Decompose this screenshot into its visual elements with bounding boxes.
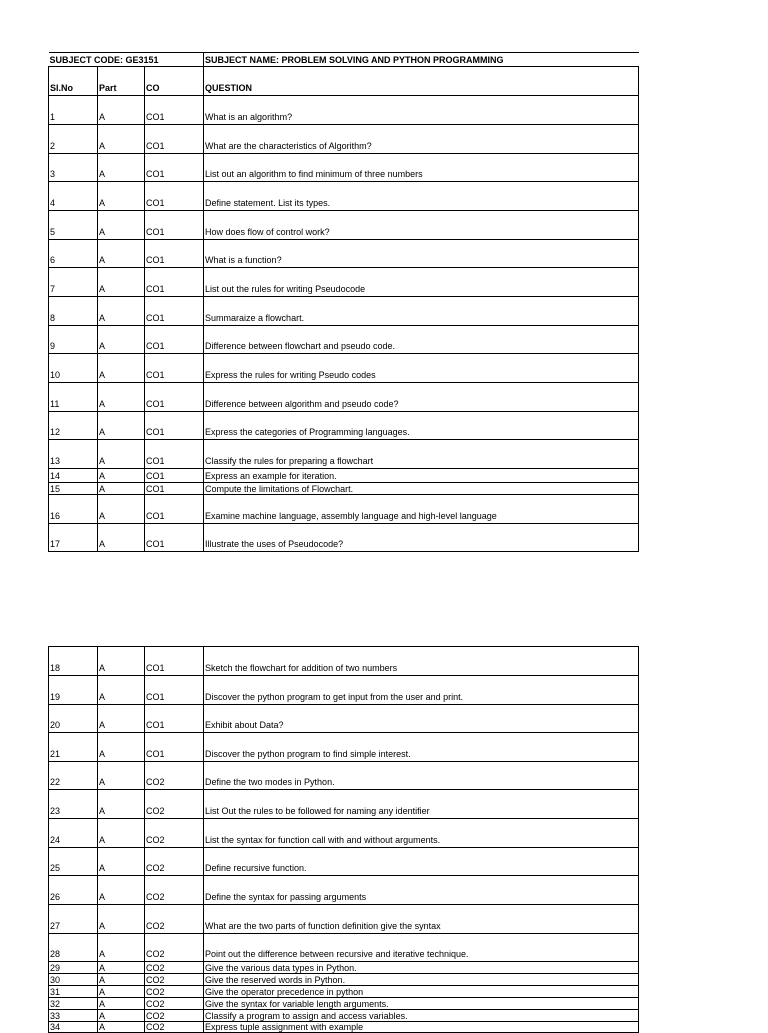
cell-question: Discover the python program to find simple interest.	[204, 733, 639, 762]
cell-question: Define the two modes in Python.	[204, 762, 639, 790]
table-row	[49, 962, 639, 974]
cell-co: CO2	[145, 998, 204, 1010]
table-row	[49, 876, 639, 905]
table-row	[49, 733, 639, 762]
table-row	[49, 469, 639, 483]
cell-co: CO2	[145, 974, 204, 986]
cell-co: CO2	[145, 1010, 204, 1022]
cell-part: A	[98, 268, 145, 297]
cell-part: A	[98, 848, 145, 876]
cell-question: Classify a program to assign and access variables.	[204, 1010, 639, 1022]
cell-question: Discover the python program to get input from the user and print.	[204, 676, 639, 705]
cell-question: Express tuple assignment with example	[204, 1022, 639, 1033]
cell-slno: 31	[49, 986, 98, 998]
cell-slno: 18	[49, 647, 98, 676]
cell-slno: 13	[49, 440, 98, 469]
cell-co: CO2	[145, 848, 204, 876]
cell-question: What is a function?	[204, 240, 639, 268]
cell-question: How does flow of control work?	[204, 211, 639, 240]
cell-part: A	[98, 998, 145, 1010]
cell-co: CO1	[145, 154, 204, 182]
table-row	[49, 154, 639, 182]
cell-question: Sketch the flowchart for addition of two numbers	[204, 647, 639, 676]
cell-part: A	[98, 495, 145, 524]
cell-slno: 7	[49, 268, 98, 297]
cell-co: CO2	[145, 762, 204, 790]
table-row	[49, 705, 639, 733]
cell-question: List the syntax for function call with and without arguments.	[204, 819, 639, 848]
cell-co: CO2	[145, 934, 204, 962]
cell-question: Classify the rules for preparing a flowchart	[204, 440, 639, 469]
cell-part: A	[98, 440, 145, 469]
cell-question: Compute the limitations of Flowchart.	[204, 483, 639, 495]
cell-co: CO1	[145, 524, 204, 552]
table-row	[49, 819, 639, 848]
cell-part: A	[98, 326, 145, 354]
table-row	[49, 125, 639, 154]
table-row	[49, 240, 639, 268]
cell-question: Give the operator precedence in python	[204, 986, 639, 998]
cell-question: List Out the rules to be followed for naming any identifier	[204, 790, 639, 819]
cell-question: List out the rules for writing Pseudocode	[204, 268, 639, 297]
cell-question: What are the characteristics of Algorithm?	[204, 125, 639, 154]
cell-part: A	[98, 905, 145, 934]
header-co: CO	[145, 67, 204, 96]
cell-question: Illustrate the uses of Pseudocode?	[204, 524, 639, 552]
cell-slno: 20	[49, 705, 98, 733]
cell-co: CO1	[145, 440, 204, 469]
cell-co: CO1	[145, 733, 204, 762]
cell-co: CO1	[145, 182, 204, 211]
cell-co: CO1	[145, 354, 204, 383]
column-header-row	[49, 67, 639, 96]
table-row	[49, 182, 639, 211]
cell-slno: 21	[49, 733, 98, 762]
cell-question: Define recursive function.	[204, 848, 639, 876]
cell-question: Summaraize a flowchart.	[204, 297, 639, 326]
table-row	[49, 524, 639, 552]
table-row	[49, 676, 639, 705]
cell-co: CO2	[145, 962, 204, 974]
cell-slno: 24	[49, 819, 98, 848]
table-row	[49, 495, 639, 524]
cell-co: CO2	[145, 905, 204, 934]
table-row	[49, 383, 639, 412]
cell-co: CO2	[145, 1022, 204, 1033]
cell-co: CO2	[145, 819, 204, 848]
cell-slno: 28	[49, 934, 98, 962]
cell-slno: 32	[49, 998, 98, 1010]
cell-slno: 16	[49, 495, 98, 524]
cell-question: Express the categories of Programming languages.	[204, 412, 639, 440]
cell-co: CO1	[145, 297, 204, 326]
cell-slno: 10	[49, 354, 98, 383]
question-table-1	[48, 52, 639, 552]
cell-part: A	[98, 986, 145, 998]
cell-co: CO1	[145, 326, 204, 354]
cell-part: A	[98, 733, 145, 762]
table-row	[49, 986, 639, 998]
cell-question: Express the rules for writing Pseudo codes	[204, 354, 639, 383]
cell-slno: 27	[49, 905, 98, 934]
cell-co: CO1	[145, 412, 204, 440]
cell-part: A	[98, 125, 145, 154]
table-row	[49, 96, 639, 125]
cell-co: CO1	[145, 676, 204, 705]
cell-slno: 4	[49, 182, 98, 211]
cell-question: Examine machine language, assembly language and high-level language	[204, 495, 639, 524]
cell-slno: 8	[49, 297, 98, 326]
cell-slno: 19	[49, 676, 98, 705]
cell-slno: 5	[49, 211, 98, 240]
cell-part: A	[98, 483, 145, 495]
cell-part: A	[98, 876, 145, 905]
cell-slno: 15	[49, 483, 98, 495]
cell-question: Difference between algorithm and pseudo code?	[204, 383, 639, 412]
table-row	[49, 762, 639, 790]
cell-slno: 1	[49, 96, 98, 125]
cell-part: A	[98, 383, 145, 412]
cell-slno: 30	[49, 974, 98, 986]
cell-slno: 34	[49, 1022, 98, 1033]
cell-part: A	[98, 96, 145, 125]
cell-part: A	[98, 962, 145, 974]
cell-part: A	[98, 154, 145, 182]
cell-question: What are the two parts of function definition give the syntax	[204, 905, 639, 934]
cell-part: A	[98, 974, 145, 986]
table-row	[49, 905, 639, 934]
table-row	[49, 998, 639, 1010]
cell-question: Define statement. List its types.	[204, 182, 639, 211]
cell-part: A	[98, 762, 145, 790]
cell-co: CO1	[145, 647, 204, 676]
cell-question: What is an algorithm?	[204, 96, 639, 125]
cell-slno: 22	[49, 762, 98, 790]
header-part: Part	[98, 67, 145, 96]
cell-part: A	[98, 412, 145, 440]
cell-part: A	[98, 790, 145, 819]
cell-question: Express an example for iteration.	[204, 469, 639, 483]
table-row	[49, 848, 639, 876]
cell-co: CO1	[145, 469, 204, 483]
cell-slno: 12	[49, 412, 98, 440]
table-row	[49, 974, 639, 986]
cell-co: CO1	[145, 483, 204, 495]
cell-co: CO1	[145, 240, 204, 268]
cell-co: CO1	[145, 211, 204, 240]
cell-slno: 2	[49, 125, 98, 154]
table-row	[49, 440, 639, 469]
cell-part: A	[98, 647, 145, 676]
cell-slno: 25	[49, 848, 98, 876]
table-row	[49, 412, 639, 440]
cell-co: CO1	[145, 383, 204, 412]
cell-question: Point out the difference between recursive and iterative technique.	[204, 934, 639, 962]
cell-co: CO2	[145, 876, 204, 905]
cell-question: Give the syntax for variable length arguments.	[204, 998, 639, 1010]
cell-question: Difference between flowchart and pseudo code.	[204, 326, 639, 354]
table-row	[49, 1022, 639, 1033]
cell-co: CO2	[145, 986, 204, 998]
cell-part: A	[98, 240, 145, 268]
cell-co: CO1	[145, 705, 204, 733]
cell-slno: 29	[49, 962, 98, 974]
cell-slno: 14	[49, 469, 98, 483]
cell-co: CO1	[145, 495, 204, 524]
subject-name: SUBJECT NAME: PROBLEM SOLVING AND PYTHON PROGRAMMING	[204, 53, 639, 67]
cell-question: Give the various data types in Python.	[204, 962, 639, 974]
cell-co: CO1	[145, 96, 204, 125]
cell-question: Exhibit about Data?	[204, 705, 639, 733]
cell-part: A	[98, 354, 145, 383]
cell-part: A	[98, 1010, 145, 1022]
table-row	[49, 1010, 639, 1022]
cell-part: A	[98, 676, 145, 705]
cell-slno: 6	[49, 240, 98, 268]
cell-part: A	[98, 211, 145, 240]
cell-part: A	[98, 819, 145, 848]
cell-part: A	[98, 934, 145, 962]
cell-part: A	[98, 705, 145, 733]
cell-slno: 3	[49, 154, 98, 182]
cell-part: A	[98, 524, 145, 552]
cell-co: CO1	[145, 125, 204, 154]
cell-question: List out an algorithm to find minimum of three numbers	[204, 154, 639, 182]
table-row	[49, 326, 639, 354]
cell-question: Define the syntax for passing arguments	[204, 876, 639, 905]
cell-part: A	[98, 297, 145, 326]
table-row	[49, 211, 639, 240]
cell-slno: 23	[49, 790, 98, 819]
table-row	[49, 483, 639, 495]
table-row	[49, 297, 639, 326]
table-row	[49, 790, 639, 819]
table-row	[49, 647, 639, 676]
question-table-2	[48, 646, 639, 1033]
cell-slno: 33	[49, 1010, 98, 1022]
cell-question: Give the reserved words in Python.	[204, 974, 639, 986]
cell-slno: 26	[49, 876, 98, 905]
cell-co: CO1	[145, 268, 204, 297]
subject-row	[49, 53, 639, 67]
table-row	[49, 354, 639, 383]
cell-slno: 9	[49, 326, 98, 354]
cell-slno: 11	[49, 383, 98, 412]
cell-slno: 17	[49, 524, 98, 552]
header-slno: Sl.No	[49, 67, 98, 96]
cell-part: A	[98, 182, 145, 211]
cell-part: A	[98, 469, 145, 483]
table-row	[49, 934, 639, 962]
header-question: QUESTION	[204, 67, 639, 96]
cell-part: A	[98, 1022, 145, 1033]
subject-code: SUBJECT CODE: GE3151	[49, 53, 204, 67]
cell-co: CO2	[145, 790, 204, 819]
table-row	[49, 268, 639, 297]
